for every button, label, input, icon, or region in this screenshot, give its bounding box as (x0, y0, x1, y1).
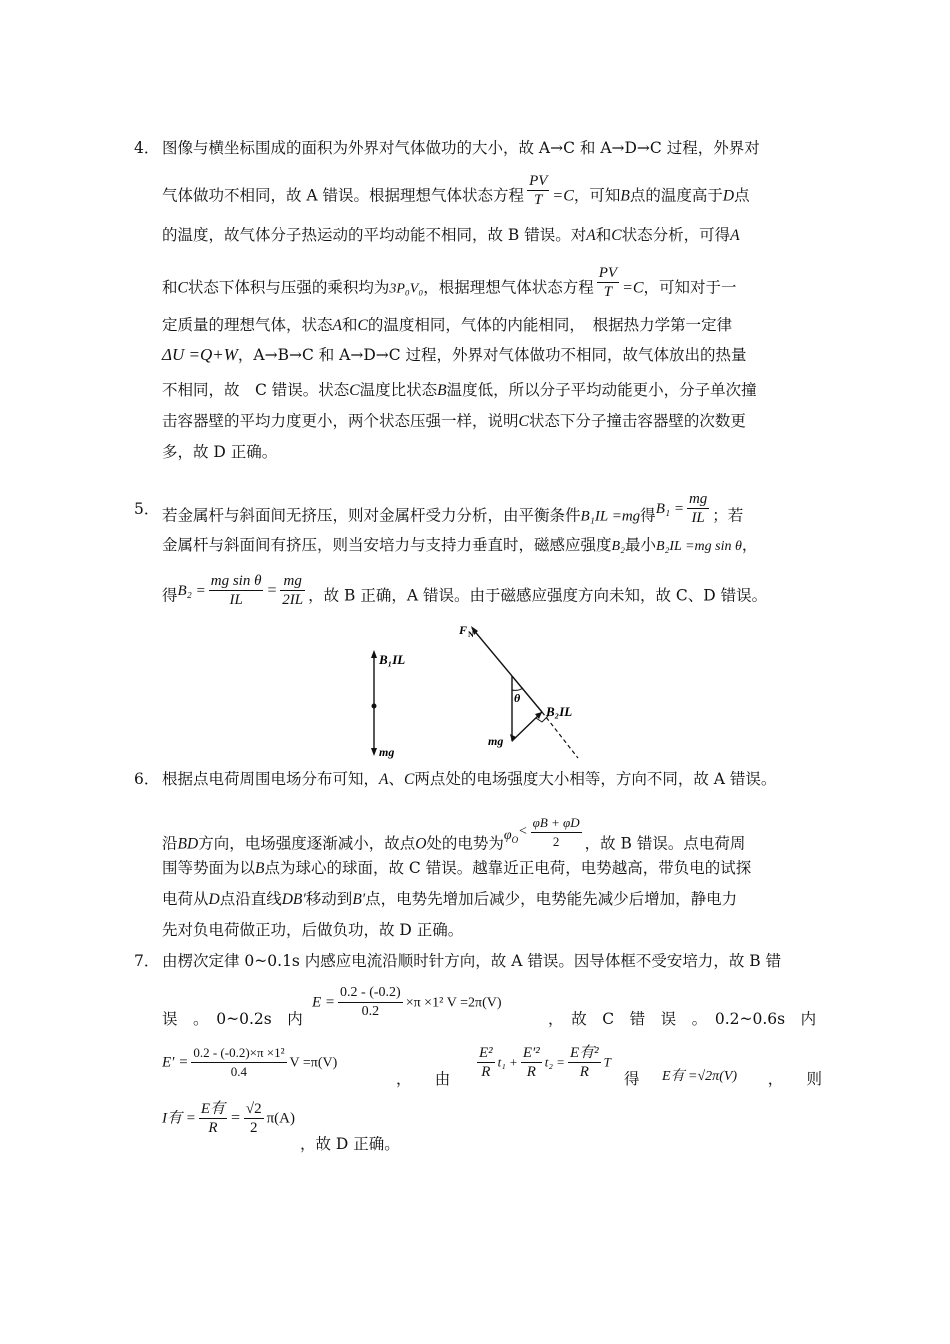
q7-line-3c: ， 则 (767, 1070, 822, 1088)
q6-line-5: 先对负电荷做正功，后做负功，故 D 正确。 (162, 921, 464, 939)
triangle-force-diagram (458, 623, 578, 758)
arrow-up-icon (371, 650, 377, 658)
q7-line-4: ，故 D 正确。 (300, 1135, 400, 1153)
q7-line-2: 误 。 0~0.2s 内 (162, 1010, 303, 1028)
b2il-label: B₂IL (546, 704, 573, 719)
q4-line-8: 击容器壁的平均力度更小，两个状态压强一样，说明C状态下分子撞击容器壁的次数更 (162, 412, 746, 430)
q4-line-9: 多，故 D 正确。 (162, 443, 278, 461)
q5-number: 5． (134, 500, 160, 518)
q4-line-2: 气体做功不相同，故 A 错误。根据理想气体状态方程 $\frac{PV}{T}$ =C，可知B点的温度高于D点 (162, 173, 750, 208)
q4-line-4: 和C状态下体积与压强的乘积均为3P₀V₀，根据理想气体状态方程 $\frac{PV}{T}$ =C，可知对于一 (162, 265, 737, 300)
q7-eq-current: I有 = $\frac{\text{E有}}{R}$ = $\frac{√2}{2}$ π(A) (162, 1101, 295, 1136)
q7-line-3b: 得 (624, 1070, 640, 1088)
q7-number: 7． (134, 952, 160, 970)
q4-frac-denominator: T (534, 192, 543, 208)
q7-eq-e: E = $\frac{0.2 - (-0.2)}{0.2}$ ×π ×1² V =2π(V) (312, 985, 502, 1019)
q4-frac-numerator: PV (529, 173, 548, 189)
q4-line-7: 不相同，故 C 错误。状态C温度比状态B温度低，所以分子平均动能更小，分子单次撞 (162, 381, 757, 399)
b1il-label: B₁IL (379, 652, 406, 667)
q4-line-1: 图像与横坐标围成的面积为外界对气体做功的大小，故 A→C 和 A→D→C 过程，外界对 (162, 139, 760, 157)
q6-line-4: 电荷从D点沿直线DB′移动到B′点，电势先增加后减少，电势能先减少后增加，静电力 (162, 890, 738, 908)
q7-line-3a: ， 由 (396, 1070, 451, 1088)
fn-label: F (459, 623, 468, 637)
q7-eq-eeff: E有 =√2π(V) (662, 1069, 738, 1084)
fn-subscript: N (468, 630, 474, 639)
q6-line-1: 根据点电荷周围电场分布可知，A、C两点处的电场强度大小相等，方向不同，故 A 错误。 (162, 770, 777, 788)
arrow-down-icon (371, 748, 377, 756)
q6-number: 6． (134, 770, 160, 788)
center-point (372, 704, 377, 709)
q6-line-2: 沿BD方向，电场强度逐渐减小，故点O处的电势为$\varphi_O<$ $\frac{\varphi B + \varphi D}{2}$ ，故 B 错误。点电荷周 (162, 815, 746, 853)
mg-label-right: mg (488, 734, 504, 748)
q5-line-2: 金属杆与斜面间有挤压，则当安培力与支持力垂直时，磁感应强度B₂最小B₂IL =mg sin θ， (162, 536, 758, 554)
q4-line-3: 的温度，故气体分子热运动的平均动能不相同，故 B 错误。对A和C状态分析，可得A (162, 226, 740, 244)
q7-line-2b: ， 故 C 错 误 。 0.2~0.6s 内 (548, 1010, 817, 1028)
vertical-force-diagram (371, 650, 405, 759)
q7-eq-energy: $\frac{\text{E²}}{R}$ t₁ + $\frac{\text{E′²}}{R}$ t₂ = $\frac{\text{E有²}}{R}$ T (479, 1045, 611, 1080)
q4-line-6: ΔU =Q+W，A→B→C 和 A→D→C 过程，外界对气体做功不相同，故气体放出的热量 (162, 345, 747, 364)
q5-line-1: 若金属杆与斜面间无挤压，则对金属杆受力分析，由平衡条件B₁IL =mg得B₁ = $\frac{mg}{IL}$ ；若 (162, 491, 744, 526)
q4-line-5: 定质量的理想气体，状态A和C的温度相同，气体的内能相同， 根据热力学第一定律 (162, 316, 733, 334)
theta-label: θ (514, 691, 521, 705)
q7-eq-e-prime: E′ = $\frac{\text{0.2 - (-0.2)×π ×1²}}{0.4}$ V =π(V) (162, 1045, 338, 1079)
force-diagram (360, 618, 600, 763)
q7-line-1: 由楞次定律 0~0.1s 内感应电流沿顺时针方向，故 A 错误。因导体框不受安培力，故 B 错 (162, 952, 782, 970)
q4-number: 4． (134, 139, 160, 157)
mg-label-left: mg (379, 745, 395, 759)
q5-line-3: 得B₂ = $\frac{\text{mg sin θ}}{IL}$ = $\frac{mg}{2IL}$ ，故 B 正确，A 错误。由于磁感应强度方向未知，故 C、D 错误。 (162, 573, 768, 608)
q6-line-3: 围等势面为以B点为球心的球面，故 C 错误。越靠近正电荷，电势越高，带负电的试探 (162, 859, 752, 877)
